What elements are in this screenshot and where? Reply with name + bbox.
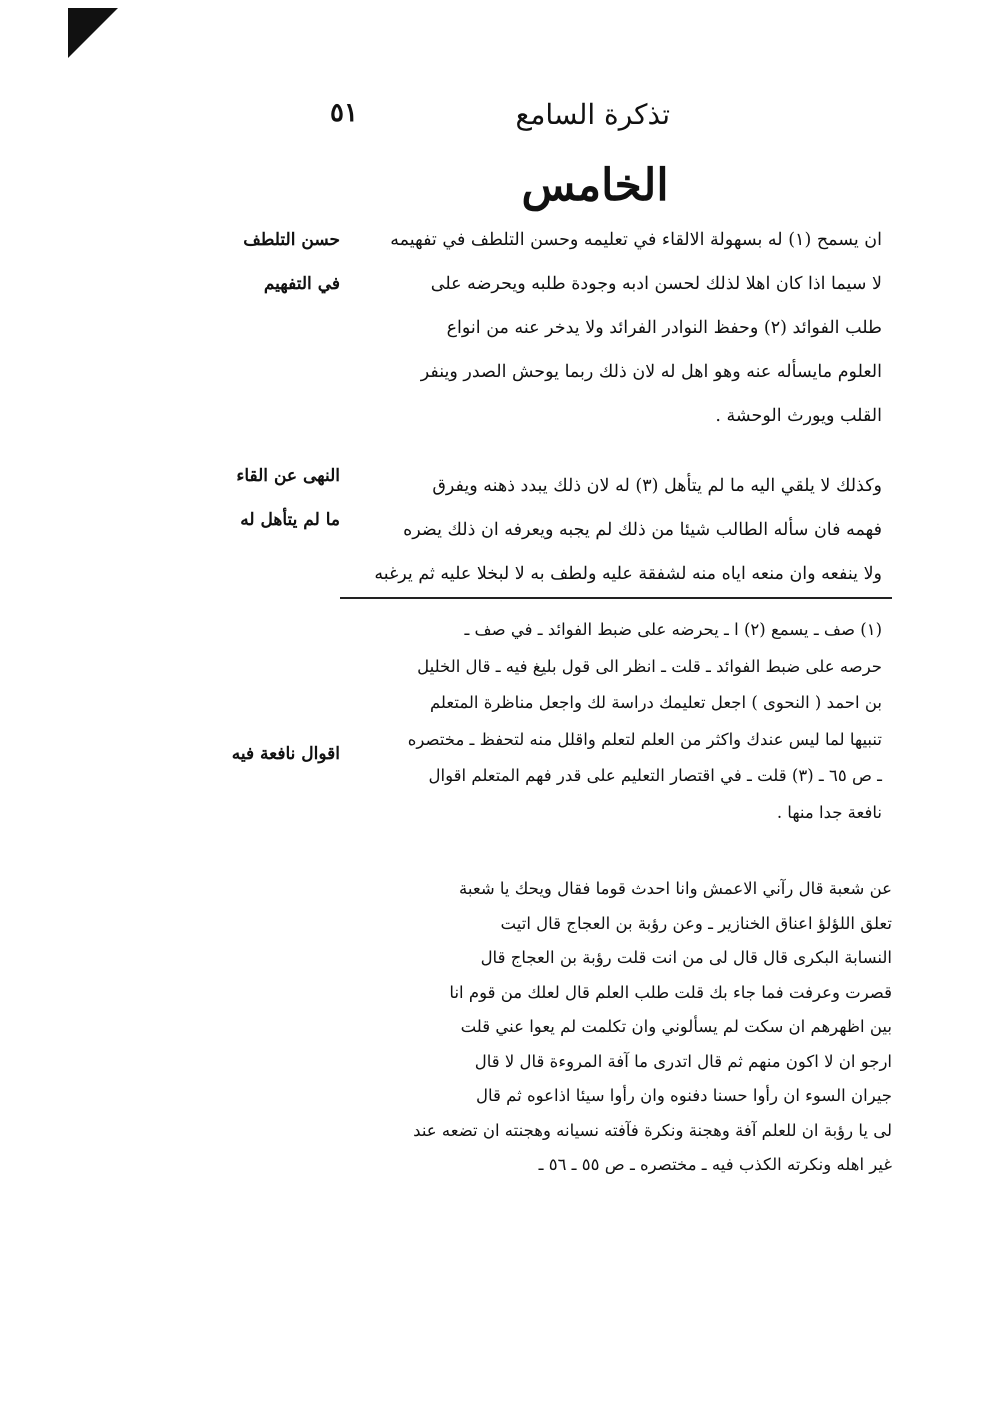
- margin-note: [200, 454, 340, 542]
- footnote-line: ـ ص ٦٥ ـ (٣) قلت ـ في اقتصار التعليم على قدر فهم المتعلم اقوال: [428, 766, 882, 785]
- footnote-line: (١) صف ـ يسمع (٢) ا ـ يحرضه على ضبط الفوائد ـ في صف ـ: [464, 620, 882, 639]
- corner-mark: [68, 8, 118, 58]
- text-line: ولا ينفعه وان منعه اياه منه لشفقة عليه ولطف به لا لبخلا عليه ثم يرغبه: [374, 564, 882, 584]
- footnote-line: حرصه على ضبط الفوائد ـ قلت ـ انظر الى قول بليغ فيه ـ قال الخليل: [417, 656, 882, 676]
- extract-line: بين اظهرهم ان سكت لم يسألوني وان تكلمت لم يعوا عني قلت: [460, 1017, 892, 1036]
- extract-line: عن شعبة قال رآني الاعمش وانا احدث قوما فقال ويحك يا شعبة: [459, 879, 892, 898]
- margin-note-line: اقوال نافعة فيه: [231, 744, 340, 764]
- footnote-divider: [340, 597, 892, 599]
- margin-note: [200, 218, 340, 306]
- text-line: طلب الفوائد (٢) وحفظ النوادر الفرائد ولا يدخر عنه من انواع: [446, 318, 882, 338]
- margin-note-line: في التفهيم: [263, 274, 340, 294]
- extract-line: قصرت وعرفت فما جاء بك قلت طلب العلم قال لعلك من قوم انا: [449, 982, 892, 1002]
- page-header: [330, 98, 670, 138]
- footnote-line: تنبيها لما ليس عندك واكثر من العلم لتعلم واقلل منه لتحفظ ـ مختصره: [407, 729, 882, 749]
- text-line: لا سيما اذا كان اهلا لذلك لحسن ادبه وجودة طلبه ويحرضه على: [430, 274, 882, 294]
- extract-line: لى يا رؤبة ان للعلم آفة وهجنة ونكرة فآفته نسيانه وهجنته ان تضعه عند: [413, 1120, 892, 1140]
- text-line: ان يسمح (١) له بسهولة الالقاء في تعليمه وحسن التلطف في تفهيمه: [390, 230, 882, 250]
- text-line: وكذلك لا يلقي اليه ما لم يتأهل (٣) له لان ذلك يبدد ذهنه ويفرق: [432, 476, 882, 496]
- footnote-line: نافعة جدا منها .: [776, 802, 882, 822]
- margin-note-line: ما لم يتأهل له: [240, 510, 340, 530]
- paragraph: [350, 218, 882, 438]
- margin-note-line: النهى عن القاء: [236, 466, 340, 486]
- running-title: تذكرة السامع: [515, 98, 670, 131]
- footnote-line: بن احمد ( النحوى ) اجعل تعليمك دراسة لك واجعل مناظرة المتعلم: [429, 693, 882, 712]
- chapter-title: الخامس: [521, 160, 669, 211]
- extract-line: تعلق اللؤلؤ اعناق الخنازير ـ وعن رؤبة بن العجاج قال اتيت: [500, 913, 892, 933]
- paragraph: [350, 464, 882, 596]
- margin-note: [185, 736, 340, 772]
- extract-line: ارجو ان لا اكون منهم ثم قال اتدرى ما آفة المروءة قال لا قال: [474, 1051, 892, 1071]
- footnotes: [350, 612, 882, 831]
- text-line: العلوم مايسأله عنه وهو اهل له لان ذلك ربما يوحش الصدر وينفر: [420, 362, 882, 382]
- page-number: ٥١: [330, 98, 358, 128]
- text-line: القلب ويورث الوحشة .: [715, 406, 882, 426]
- extract-line: جيران السوء ان رأوا حسنا دفنوه وان رأوا سيئا اذاعوه ثم قال: [476, 1086, 892, 1105]
- text-line: فهمه فان سأله الطالب شيئا من ذلك لم يجبه ويعرفه ان ذلك يضره: [403, 520, 882, 540]
- extract-line: النسابة البكرى قال قال لى من انت قلت رؤبة بن العجاج قال: [480, 948, 892, 967]
- margin-note-line: حسن التلطف: [243, 230, 340, 250]
- extract: [350, 872, 892, 1183]
- extract-line: غير اهله ونكرته الكذب فيه ـ مختصره ـ ص ٥٥ ـ ٥٦ ـ: [538, 1155, 892, 1174]
